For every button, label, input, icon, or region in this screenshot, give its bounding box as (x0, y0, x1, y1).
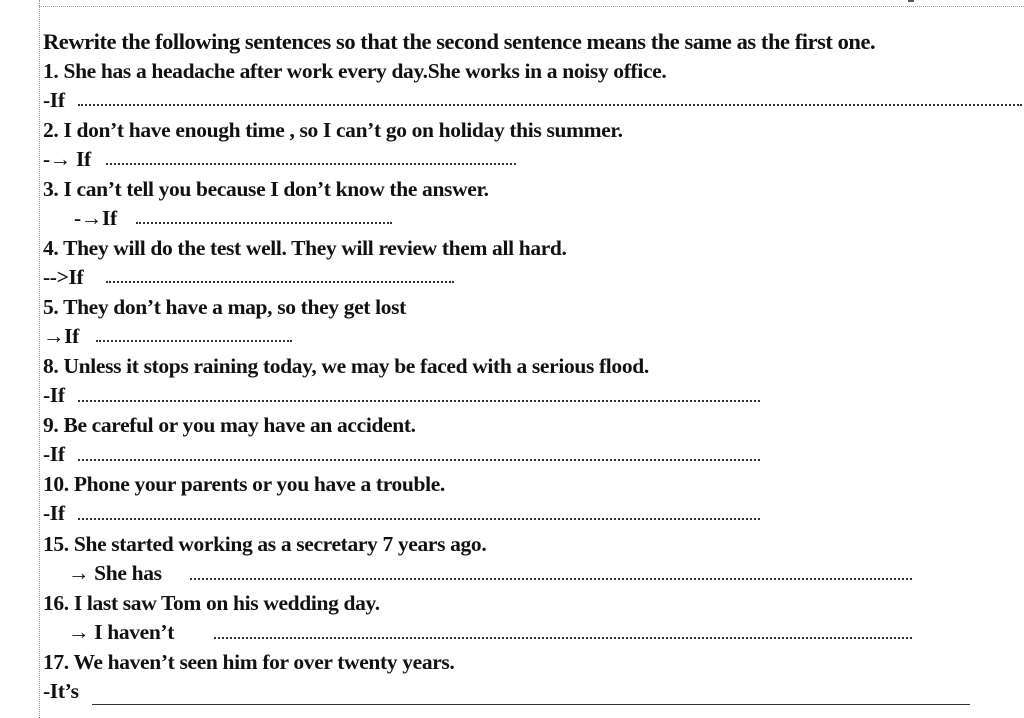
answer-blank[interactable] (78, 518, 760, 520)
answer-prompt: -If (43, 88, 65, 112)
answer-blank[interactable] (214, 637, 912, 639)
margin-guide-left (39, 0, 40, 718)
question-17 (43, 650, 454, 675)
question-number: 3. (43, 177, 59, 201)
corner-mark (908, 0, 914, 2)
question-2 (43, 118, 623, 143)
margin-guide-top (39, 6, 1024, 7)
answer-blank[interactable] (92, 704, 970, 705)
answer-blank[interactable] (78, 400, 760, 402)
answer-prompt: -It’s (43, 679, 79, 703)
answer-prompt: -→ If (43, 147, 91, 171)
question-sentence: I last saw Tom on his wedding day. (73, 591, 380, 615)
answer-blank[interactable] (96, 340, 292, 342)
question-sentence: Unless it stops raining today, we may be faced with a serious flood. (63, 354, 649, 378)
question-sentence: Phone your parents or you have a trouble. (73, 472, 445, 496)
answer-blank[interactable] (136, 222, 392, 224)
question-number: 5. (43, 295, 59, 319)
question-number: 17. (43, 650, 69, 674)
question-number: 10. (43, 472, 69, 496)
question-9 (43, 413, 416, 438)
answer-blank[interactable] (190, 578, 912, 580)
question-number: 8. (43, 354, 59, 378)
question-sentence: We haven’t seen him for over twenty years. (73, 650, 455, 674)
question-sentence: I don’t have enough time , so I can’t go on holiday this summer. (63, 118, 623, 142)
answer-prompt: →If (43, 324, 79, 348)
answer-blank[interactable] (78, 459, 760, 461)
question-8 (43, 354, 649, 379)
question-sentence: She started working as a secretary 7 years ago. (73, 532, 487, 556)
question-1 (43, 59, 666, 84)
question-number: 16. (43, 591, 69, 615)
question-3 (43, 177, 489, 202)
answer-prompt: -If (43, 442, 65, 466)
answer-prompt: -If (43, 501, 65, 525)
instruction-heading: Rewrite the following sentences so that the second sentence means the same as the first one. (43, 29, 876, 54)
answer-prompt: -->If (43, 265, 84, 289)
question-sentence: Be careful or you may have an accident. (63, 413, 416, 437)
question-number: 1. (43, 59, 59, 83)
answer-prompt: -If (43, 383, 65, 407)
question-16 (43, 591, 380, 616)
question-number: 9. (43, 413, 59, 437)
answer-blank[interactable] (106, 163, 516, 165)
question-sentence: She has a headache after work every day.She works in a noisy office. (63, 59, 667, 83)
question-15 (43, 532, 486, 557)
question-4 (43, 236, 567, 261)
question-number: 2. (43, 118, 59, 142)
answer-prompt: -→If (74, 206, 117, 230)
answer-prompt: → I haven’t (68, 620, 175, 644)
answer-blank[interactable] (78, 104, 1022, 106)
answer-blank[interactable] (106, 281, 454, 283)
question-number: 15. (43, 532, 69, 556)
question-sentence: They will do the test well. They will review them all hard. (63, 236, 567, 260)
question-sentence: I can’t tell you because I don’t know the answer. (63, 177, 489, 201)
answer-prompt: → She has (68, 561, 162, 585)
question-5 (43, 295, 406, 320)
question-number: 4. (43, 236, 59, 260)
question-sentence: They don’t have a map, so they get lost (63, 295, 406, 319)
question-10 (43, 472, 445, 497)
